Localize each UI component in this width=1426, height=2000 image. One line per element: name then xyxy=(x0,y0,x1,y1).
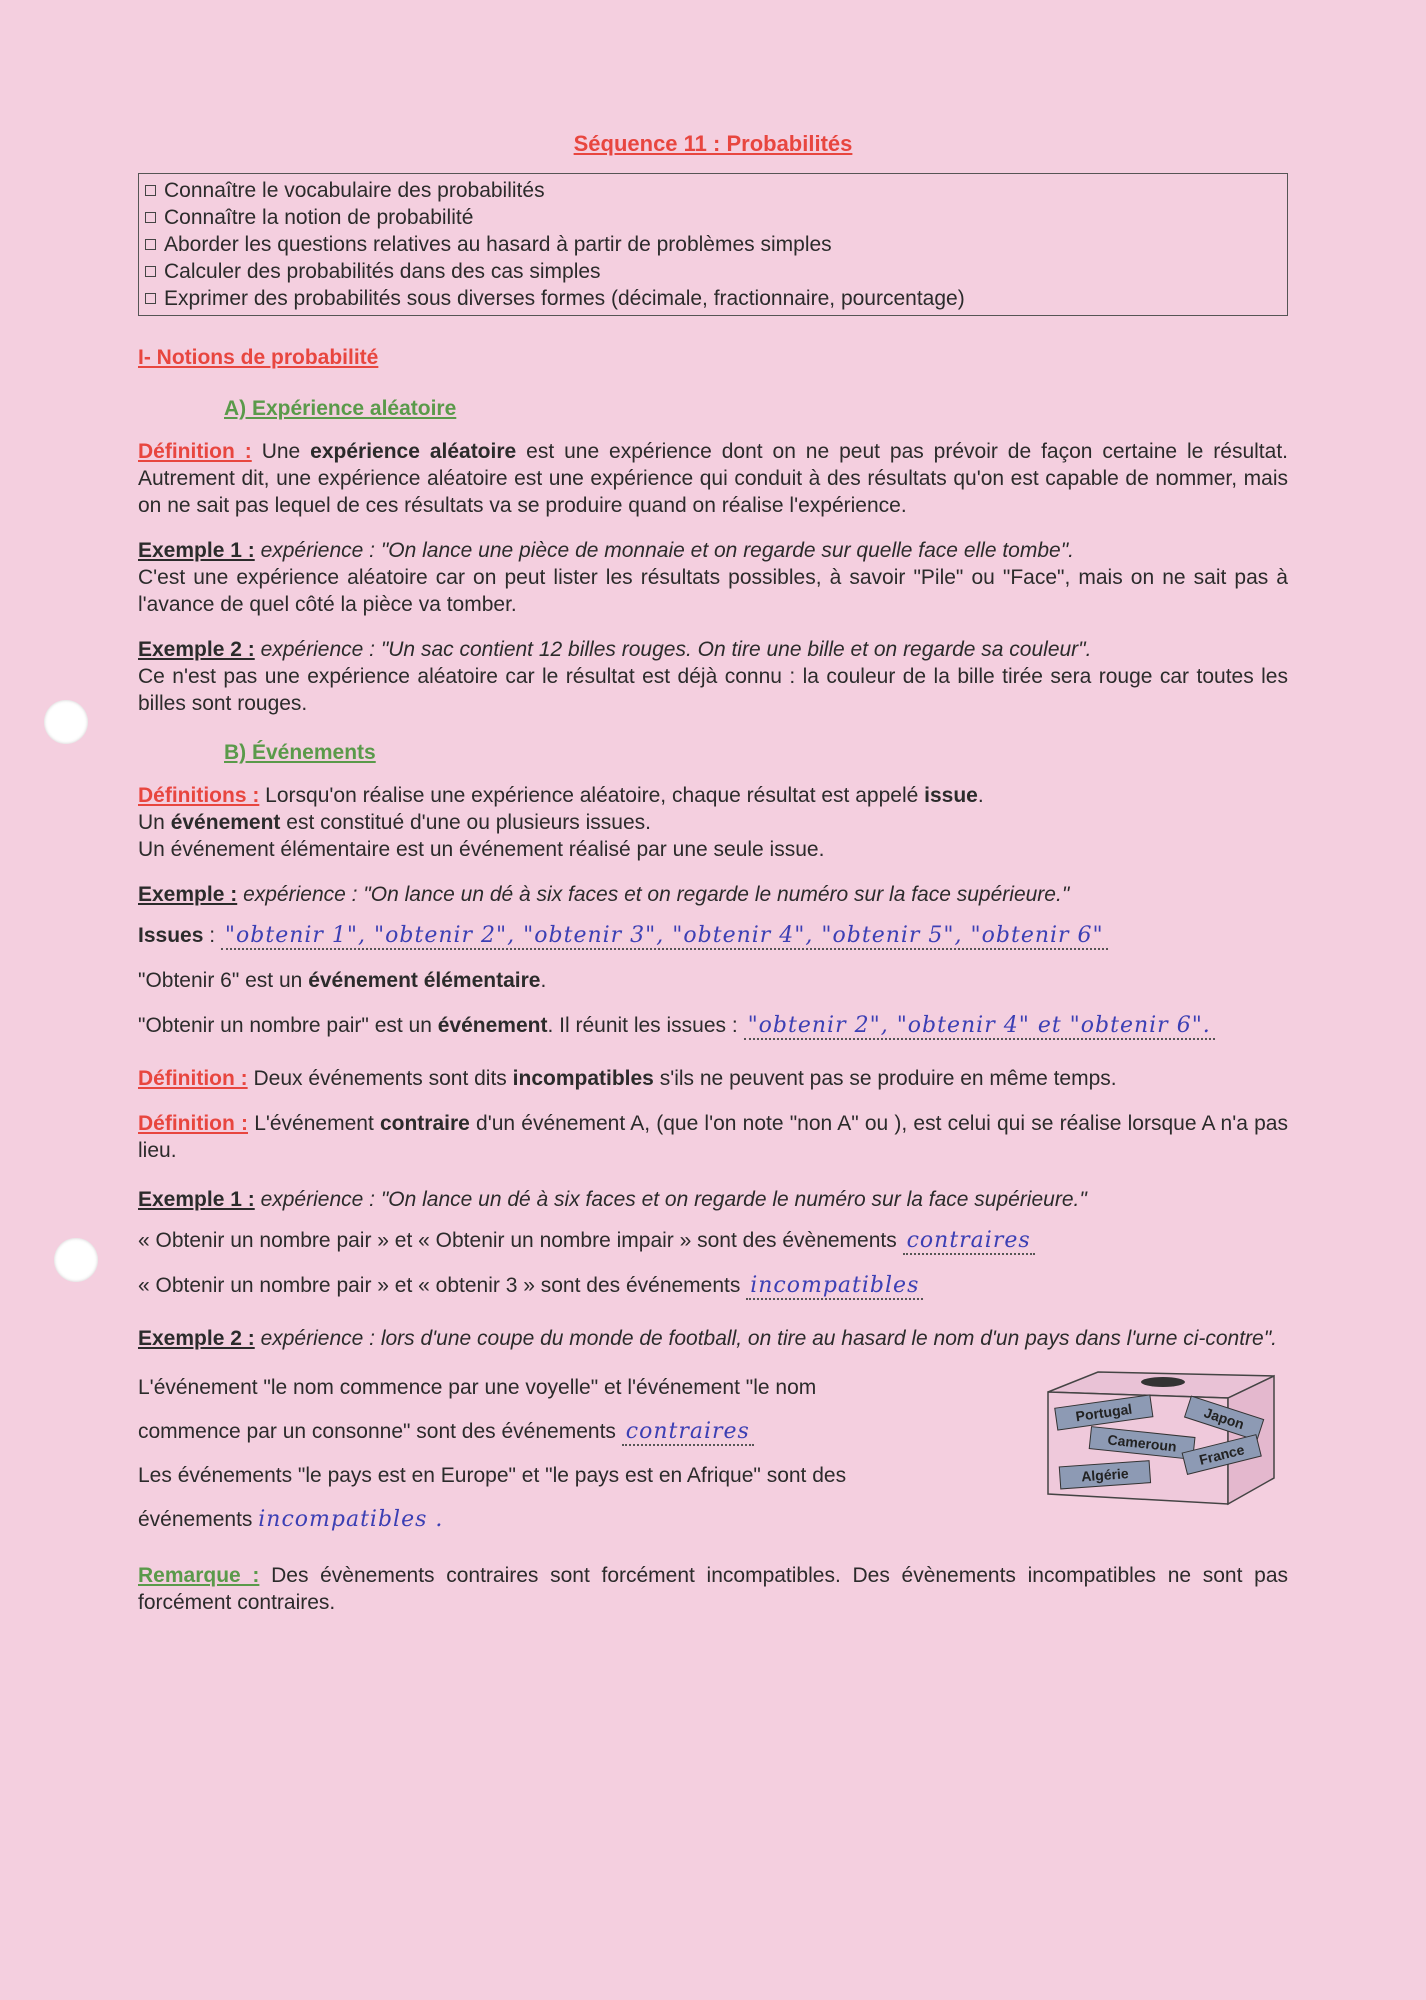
subsection-heading-b: B) Événements xyxy=(224,741,376,764)
handwritten-issues: "obtenir 1", "obtenir 2", "obtenir 3", "obtenir 4", "obtenir 5", "obtenir 6" xyxy=(221,923,1108,950)
binder-hole-top xyxy=(44,700,88,744)
incompatible-example-line: « Obtenir un nombre pair » et « obtenir 3 » sont des événements incompatibles xyxy=(138,1272,1288,1299)
handwritten-incompatibles: incompatibles xyxy=(746,1273,923,1300)
example-2-marbles: Exemple 2 : expérience : "Un sac contient 12 billes rouges. On tire une bille et on regarde sa couleur". Ce n'est pas une expérience aléatoire car le résultat est déjà connu : la couleur de la bille tirée sera rouge car toutes les billes sont rouges. xyxy=(138,638,1288,715)
checkbox-square-icon xyxy=(145,239,156,250)
definition-random-experiment: Définition : Une expérience aléatoire est une expérience dont on ne peut pas prévoir de façon certaine le résultat. Autrement dit, une expérience aléatoire est une expérience qui conduit à des résultats qu'on est capable de nommer, mais on ne sait pas lequel de ces résultats va se produire quand on réalise l'expérience. xyxy=(138,440,1288,517)
example-label: Exemple : xyxy=(138,883,238,906)
svg-text:France: France xyxy=(1197,1441,1246,1468)
definition-label: Définition : xyxy=(138,1067,248,1090)
checkbox-square-icon xyxy=(145,293,156,304)
issues-line: Issues : "obtenir 1", "obtenir 2", "obtenir 3", "obtenir 4", "obtenir 5", "obtenir 6" xyxy=(138,922,1288,949)
example-die: Exemple : expérience : "On lance un dé à six faces et on regarde le numéro sur la face supérieure." xyxy=(138,883,1070,906)
remark: Remarque : Des évènements contraires sont forcément incompatibles. Des évènements incompatibles ne sont pas forcément contraires. xyxy=(138,1564,1288,1614)
definition-contrary: Définition : L'événement contraire d'un événement A, (que l'on note "non A" ou ), est celui qui se réalise lorsque A n'a pas lieu. xyxy=(138,1112,1288,1162)
section-heading-1: I- Notions de probabilité xyxy=(138,346,379,369)
urn-line-1: L'événement "le nom commence par une voyelle" et l'événement "le nom xyxy=(138,1376,817,1399)
urn-line-4: événements incompatibles . xyxy=(138,1507,444,1532)
svg-text:Cameroun: Cameroun xyxy=(1106,1431,1178,1455)
example-1-coin: Exemple 1 : expérience : "On lance une pièce de monnaie et on regarde sur quelle face elle tombe". C'est une expérience aléatoire car on peut lister les résultats possibles, à savoir "Pile" ou "Face", mais on ne sait pas à l'avance de quel côté la pièce va tomber. xyxy=(138,539,1288,616)
objective-item: Connaître la notion de probabilité xyxy=(145,204,1281,231)
contrary-example-line: « Obtenir un nombre pair » et « Obtenir un nombre impair » sont des évènements contraires xyxy=(138,1227,1288,1254)
example-2-urn: Exemple 2 : expérience : lors d'une coupe du monde de football, on tire au hasard le nom d'un pays dans l'urne ci-contre". xyxy=(138,1327,1278,1350)
binder-hole-bottom xyxy=(54,1238,98,1282)
example-label: Exemple 2 : xyxy=(138,1327,255,1350)
example-label: Exemple 2 : xyxy=(138,638,255,661)
subsection-heading-a: A) Expérience aléatoire xyxy=(224,397,457,420)
definition-label: Définition : xyxy=(138,440,252,463)
objective-item: Calculer des probabilités dans des cas simples xyxy=(145,258,1281,285)
page-title: Séquence 11 : Probabilités xyxy=(573,131,853,156)
definition-incompatible: Définition : Deux événements sont dits incompatibles s'ils ne peuvent pas se produire en même temps. xyxy=(138,1067,1117,1090)
svg-text:Algérie: Algérie xyxy=(1080,1465,1130,1485)
handwritten-contraires: contraires xyxy=(903,1228,1035,1255)
example-label: Exemple 1 : xyxy=(138,1188,255,1211)
urn-example-block xyxy=(138,1366,1288,1542)
urn-illustration xyxy=(1038,1366,1278,1506)
document-page xyxy=(138,130,1288,1634)
checkbox-square-icon xyxy=(145,266,156,277)
svg-text:Portugal: Portugal xyxy=(1074,1400,1134,1425)
elementary-event-line: "Obtenir 6" est un événement élémentaire. xyxy=(138,969,547,992)
svg-text:Japon: Japon xyxy=(1202,1404,1247,1433)
checkbox-square-icon xyxy=(145,212,156,223)
definition-label: Définition : xyxy=(138,1112,248,1135)
issues-label: Issues xyxy=(138,924,204,947)
objective-item: Connaître le vocabulaire des probabilités xyxy=(145,177,1281,204)
definitions-events: Définitions : Lorsqu'on réalise une expérience aléatoire, chaque résultat est appelé issue. Un événement est constitué d'une ou plusieurs issues. Un événement élémentaire est un événement réalisé par une seule issue. xyxy=(138,784,984,861)
example-label: Exemple 1 : xyxy=(138,539,255,562)
urn-line-2: commence par un consonne" sont des événements contraires xyxy=(138,1410,1018,1454)
handwritten-contraires-2: contraires xyxy=(622,1419,754,1446)
checkbox-square-icon xyxy=(145,185,156,196)
remark-label: Remarque : xyxy=(138,1564,260,1587)
handwritten-incompatibles-2: incompatibles . xyxy=(258,1507,444,1532)
handwritten-even-issues: "obtenir 2", "obtenir 4" et "obtenir 6". xyxy=(744,1013,1215,1040)
objective-item: Exprimer des probabilités sous diverses formes (décimale, fractionnaire, pourcentage) xyxy=(145,285,1281,312)
urn-line-3: Les événements "le pays est en Europe" et "le pays est en Afrique" sont des xyxy=(138,1464,847,1487)
even-number-line: "Obtenir un nombre pair" est un événement. Il réunit les issues : "obtenir 2", "obtenir 4" et "obtenir 6". xyxy=(138,1012,1288,1039)
definitions-label: Définitions : xyxy=(138,784,260,807)
objective-item: Aborder les questions relatives au hasard à partir de problèmes simples xyxy=(145,231,1281,258)
example-1-die-events: Exemple 1 : expérience : "On lance un dé à six faces et on regarde le numéro sur la face supérieure." xyxy=(138,1188,1087,1211)
objectives-box xyxy=(138,173,1288,316)
